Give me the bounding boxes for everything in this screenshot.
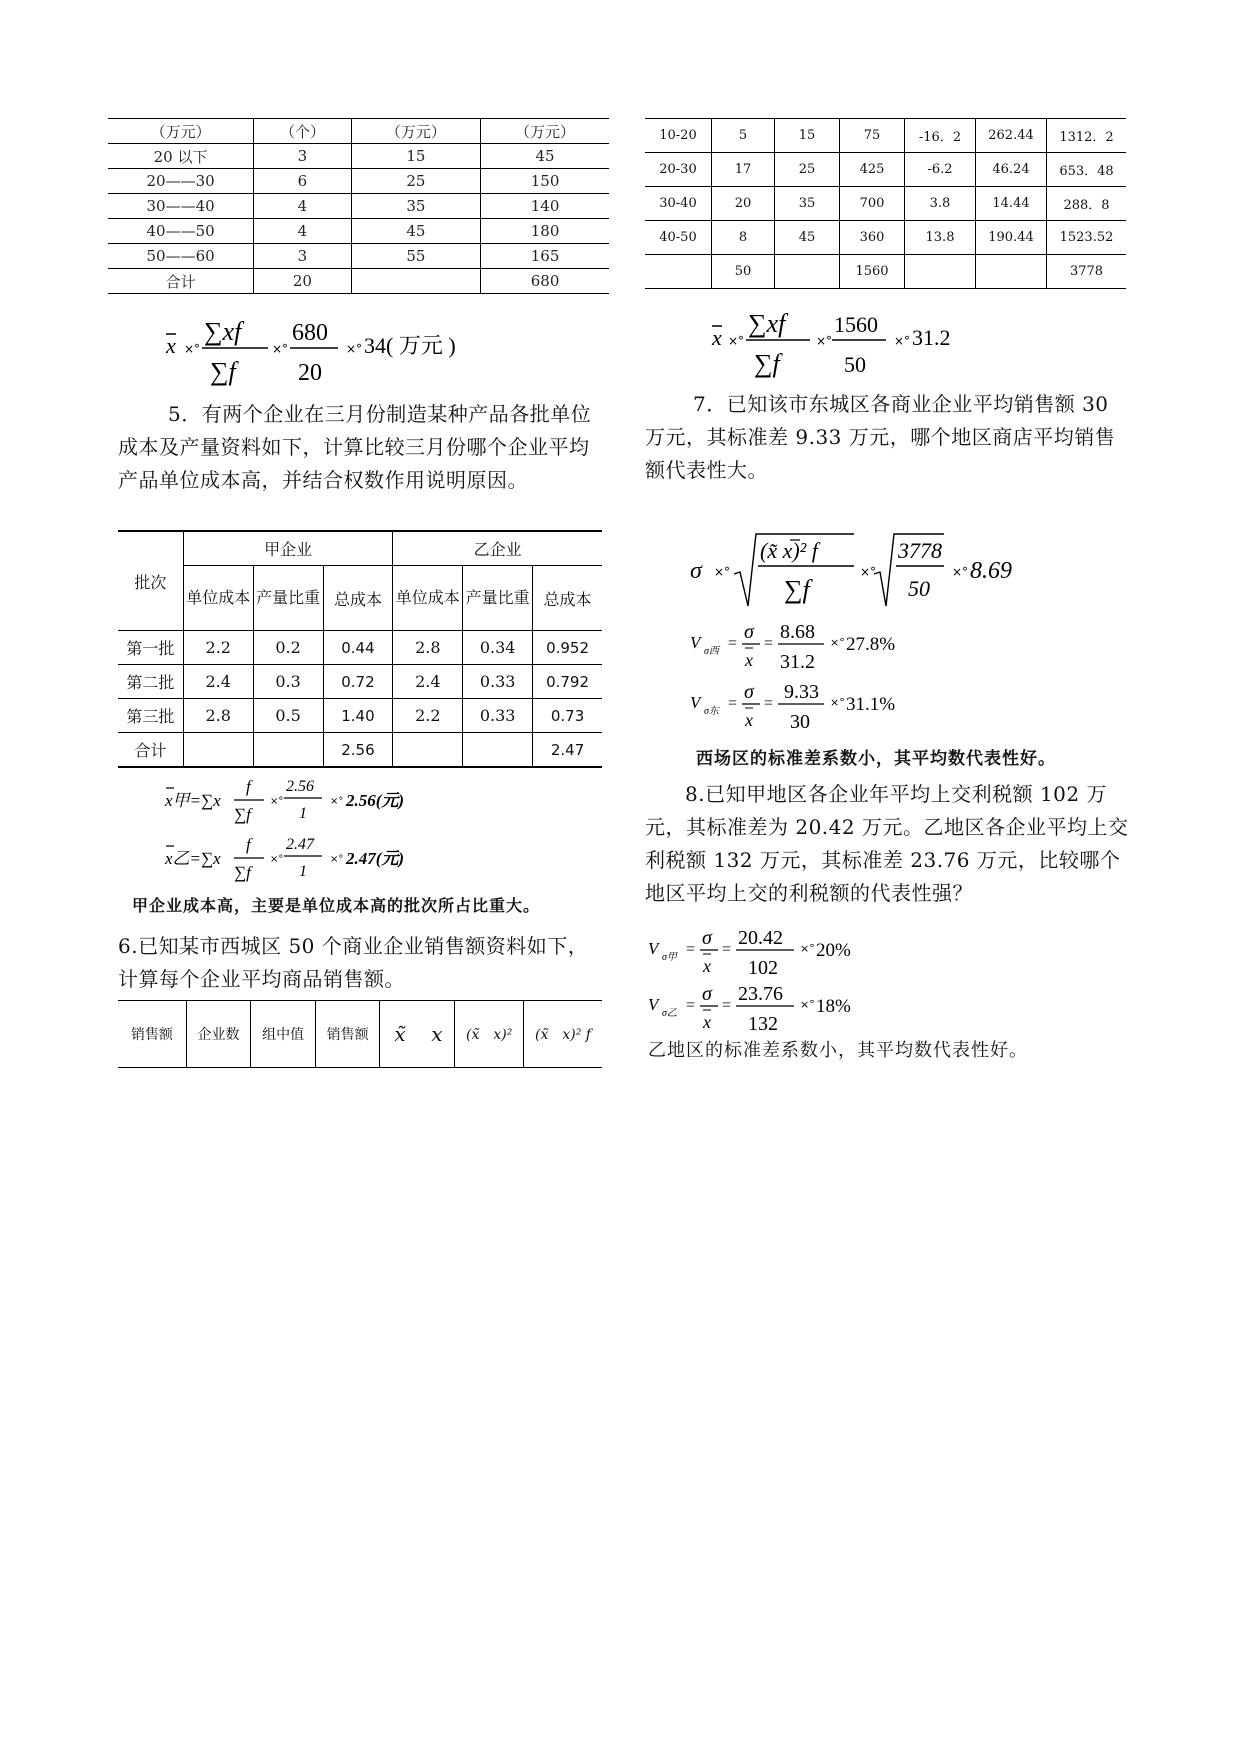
svg-text:2.56: 2.56: [286, 778, 314, 795]
svg-text:V: V: [690, 633, 701, 652]
enterprise-cost-table: [118, 530, 602, 768]
svg-text:1560: 1560: [834, 312, 878, 337]
svg-text:∑f: ∑f: [234, 805, 251, 824]
table-row: 单位成本 产量比重 总成本 单位成本 产量比重 总成本: [118, 566, 602, 631]
q7-conclusion: 西场区的标准差系数小，其平均数代表性好。: [696, 749, 1056, 769]
svg-text:=: =: [722, 941, 732, 958]
svg-text:1: 1: [299, 863, 307, 880]
svg-text:×°: ×°: [816, 334, 833, 348]
svg-text:18%: 18%: [816, 996, 851, 1017]
q8-conclusion: 乙地区的标准差系数小，其平均数代表性好。: [648, 1040, 1028, 1061]
svg-text:x: x: [745, 650, 753, 670]
svg-text:30: 30: [790, 711, 810, 733]
weighted-mean-formula-a: [162, 774, 462, 828]
table-row: 第三批 2.8 0.5 1.40 2.2 0.33 0.73: [118, 699, 602, 733]
table-row: 50 1560 3778: [645, 255, 1126, 289]
cv-formula-east: [688, 678, 948, 738]
question-8: 8.已知甲地区各企业年平均上交利税额 102 万元，其标准差为 20.42 万元。乙地区各企业平均上交利税额 132 万元，其标准差 23.76 万元，比较哪个地区平均上交的利税额的代表性强？: [645, 782, 1129, 905]
svg-text:132: 132: [748, 1013, 778, 1035]
svg-text:1: 1: [299, 805, 307, 822]
svg-text:σ: σ: [744, 681, 754, 703]
sales-table-header: [118, 1000, 602, 1068]
svg-text:(x̃ x)² f: (x̃ x)² f: [760, 538, 818, 563]
svg-text:×°: ×°: [270, 854, 284, 865]
svg-text:8.68: 8.68: [780, 621, 815, 643]
svg-text:2.47(元): 2.47(元): [346, 849, 405, 868]
svg-text:×°: ×°: [830, 636, 845, 649]
svg-text:×°: ×°: [346, 342, 363, 356]
svg-text:=: =: [764, 695, 774, 712]
table-row: （万元） （个） （万元） （万元）: [108, 119, 609, 144]
svg-text:27.8%: 27.8%: [846, 634, 896, 655]
svg-text:=: =: [764, 635, 774, 652]
svg-text:σ甲: σ甲: [662, 952, 677, 963]
table-row: 第二批 2.4 0.3 0.72 2.4 0.33 0.792: [118, 665, 602, 699]
svg-text:σ东: σ东: [704, 706, 719, 717]
svg-text:x甲=∑x: x甲=∑x: [165, 791, 221, 810]
svg-text:=: =: [722, 997, 732, 1014]
svg-text:∑f: ∑f: [754, 349, 780, 378]
svg-text:∑xf: ∑xf: [204, 317, 242, 346]
svg-text:×°: ×°: [800, 998, 815, 1011]
svg-text:9.33: 9.33: [784, 681, 819, 703]
std-dev-formula: [688, 528, 1048, 612]
cv-formula-west: [688, 618, 948, 678]
svg-text:σ: σ: [690, 558, 702, 584]
svg-text:∑f: ∑f: [784, 575, 810, 604]
svg-text:=: =: [728, 695, 738, 712]
svg-text:×°: ×°: [272, 342, 289, 356]
table-row: 20-30 17 25 425 -6.2 46.24 653．48: [645, 153, 1126, 187]
svg-text:=: =: [686, 997, 696, 1014]
svg-text:f: f: [246, 777, 251, 796]
svg-text:31.1%: 31.1%: [846, 694, 896, 715]
svg-text:V: V: [690, 693, 701, 712]
mean-formula-1: [160, 308, 490, 386]
table-row: 40-50 8 45 360 13.8 190.44 1523.52: [645, 221, 1126, 255]
svg-text:23.76: 23.76: [738, 983, 783, 1005]
svg-text:20.42: 20.42: [738, 927, 783, 949]
table-row: 20 以下 3 15 45: [108, 144, 609, 169]
svg-text:σ乙: σ乙: [662, 1008, 677, 1019]
cv-formula-a: [646, 924, 906, 984]
svg-text:x: x: [166, 333, 176, 358]
svg-text:20: 20: [298, 360, 322, 386]
q5-conclusion: 甲企业成本高，主要是单位成本高的批次所占比重大。: [132, 896, 541, 915]
svg-text:2.56(元): 2.56(元): [346, 791, 405, 810]
svg-text:31.2: 31.2: [912, 325, 951, 350]
svg-text:×°: ×°: [894, 334, 911, 348]
table-row: 40——50 4 45 180: [108, 219, 609, 244]
svg-text:σ: σ: [744, 621, 754, 643]
table-row: 30-40 20 35 700 3.8 14.44 288．8: [645, 187, 1126, 221]
cv-formula-b: [646, 980, 906, 1040]
svg-text:σ: σ: [702, 983, 712, 1005]
svg-text:∑f: ∑f: [210, 357, 236, 386]
svg-text:=: =: [728, 635, 738, 652]
svg-text:∑xf: ∑xf: [748, 309, 786, 338]
question-7: 7．已知该市东城区各商业企业平均销售额 30 万元，其标准差 9.33 万元，哪个地区商店平均销售额代表性大。: [645, 392, 1116, 482]
svg-text:8.69: 8.69: [970, 558, 1012, 584]
table-row: 合计 20 680: [108, 269, 609, 294]
svg-text:102: 102: [748, 957, 778, 979]
table-row: 20——30 6 25 150: [108, 169, 609, 194]
svg-text:x: x: [703, 956, 711, 976]
svg-text:f: f: [246, 835, 251, 854]
income-table: [108, 118, 609, 294]
svg-text:×°: ×°: [860, 565, 877, 579]
svg-text:σ: σ: [702, 927, 712, 949]
svg-text:×°: ×°: [800, 942, 815, 955]
svg-text:×°: ×°: [330, 854, 344, 865]
svg-text:x乙=∑x: x乙=∑x: [165, 849, 221, 868]
svg-text:×°: ×°: [714, 565, 731, 579]
svg-text:x: x: [703, 1012, 711, 1032]
svg-text:∑f: ∑f: [234, 863, 251, 882]
svg-text:x: x: [712, 325, 722, 350]
svg-text:50: 50: [908, 576, 930, 601]
table-row: 批次 甲企业 乙企业: [118, 531, 602, 566]
svg-text:20%: 20%: [816, 940, 851, 961]
svg-text:V: V: [648, 939, 659, 958]
table-row: 10-20 5 15 75 -16．2 262.44 1312．2: [645, 119, 1126, 153]
svg-text:31.2: 31.2: [780, 651, 815, 673]
svg-text:×°: ×°: [830, 696, 845, 709]
svg-text:×°: ×°: [952, 565, 969, 579]
svg-text:×°: ×°: [270, 796, 284, 807]
svg-text:3778: 3778: [898, 538, 942, 563]
table-row: 合计 2.56 2.47: [118, 733, 602, 768]
svg-text:50: 50: [844, 352, 866, 377]
weighted-mean-formula-b: [162, 832, 462, 886]
table-row: 50——60 3 55 165: [108, 244, 609, 269]
table-row: 30——40 4 35 140: [108, 194, 609, 219]
svg-text:×°: ×°: [330, 796, 344, 807]
question-5: 5．有两个企业在三月份制造某种产品各批单位成本及产量资料如下，计算比较三月份哪个企业平均产品单位成本高，并结合权数作用说明原因。: [118, 402, 592, 492]
svg-text:×°: ×°: [184, 342, 201, 356]
svg-text:2.47: 2.47: [286, 836, 314, 853]
table-row: 第一批 2.2 0.2 0.44 2.8 0.34 0.952: [118, 631, 602, 665]
question-6: 6.已知某市西城区 50 个商业企业销售额资料如下，计算每个企业平均商品销售额。: [118, 934, 589, 991]
svg-text:x: x: [745, 710, 753, 730]
svg-text:V: V: [648, 995, 659, 1014]
svg-text:σ西: σ西: [704, 646, 719, 657]
mean-formula-2: [704, 300, 1004, 378]
svg-text:×°: ×°: [728, 334, 745, 348]
svg-text:34( 万元 ): 34( 万元 ): [364, 333, 456, 358]
svg-text:=: =: [686, 941, 696, 958]
table-row: 销售额 企业数 组中值 销售额 x̃ x (x̃ x)² (x̃ x)² f: [118, 1001, 602, 1068]
sales-table: [645, 118, 1126, 289]
svg-text:680: 680: [292, 320, 328, 346]
